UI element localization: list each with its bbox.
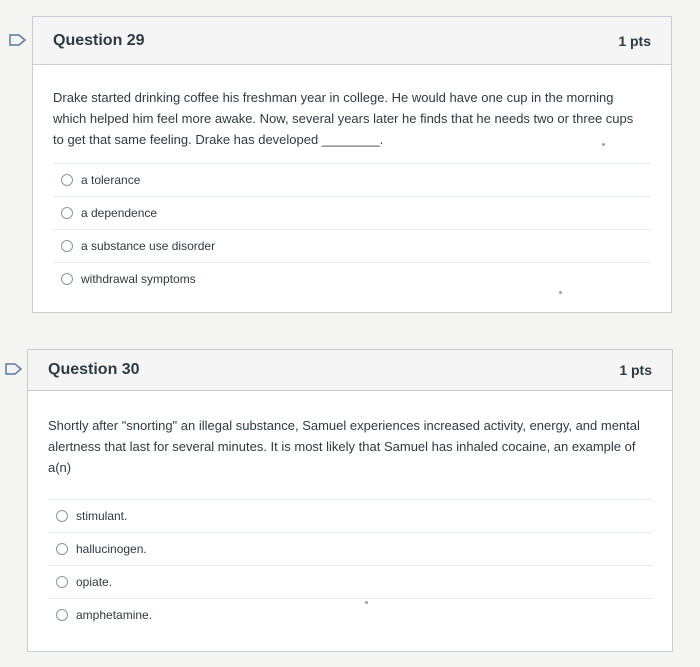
radio-icon[interactable] [61, 174, 73, 186]
answer-label: opiate. [76, 575, 113, 589]
flag-question-icon[interactable] [9, 34, 27, 46]
answer-option[interactable] [48, 499, 652, 532]
answer-label: stimulant. [76, 509, 128, 523]
question-points: 1 pts [619, 362, 652, 378]
question-title: Question 29 [53, 31, 145, 49]
flag-question-icon[interactable] [5, 363, 23, 375]
question-title: Question 30 [48, 361, 140, 378]
question-text: Drake started drinking coffee his freshman year in college. He would have one cup in the morning which helped him feel more awake. Now, several years later he finds that he needs two or three cups to get that same feeling. Drake has developed ________. [53, 90, 634, 147]
answer-label: withdrawal symptoms [81, 272, 196, 286]
decorative-dot [602, 143, 605, 146]
radio-icon[interactable] [56, 576, 68, 588]
answer-list [48, 499, 652, 631]
radio-icon[interactable] [56, 609, 68, 621]
radio-icon[interactable] [56, 510, 68, 522]
answer-label: a tolerance [81, 173, 141, 187]
decorative-dot [365, 601, 368, 604]
question-card [32, 16, 672, 313]
question-header [28, 350, 672, 391]
answer-option[interactable] [48, 532, 652, 565]
answer-option[interactable] [53, 196, 651, 229]
answer-label: a dependence [81, 206, 158, 220]
answer-label: a substance use disorder [81, 239, 216, 253]
answer-list [53, 163, 651, 295]
radio-icon[interactable] [61, 207, 73, 219]
decorative-dot [559, 291, 562, 294]
question-points: 1 pts [618, 32, 651, 49]
answer-option[interactable] [53, 229, 651, 262]
radio-icon[interactable] [61, 240, 73, 252]
question-text: Shortly after "snorting" an illegal substance, Samuel experiences increased activity, energy, and mental alertness that last for several minutes. It is most likely that Samuel has inhaled cocaine, an example of a(n) [48, 418, 640, 475]
answer-label: hallucinogen. [76, 542, 147, 556]
answer-option[interactable] [53, 163, 651, 196]
answer-option[interactable] [53, 262, 651, 295]
radio-icon[interactable] [61, 273, 73, 285]
answer-option[interactable] [48, 565, 652, 598]
question-card [27, 349, 673, 652]
radio-icon[interactable] [56, 543, 68, 555]
question-header [33, 17, 671, 65]
answer-label: amphetamine. [76, 608, 153, 622]
answer-option[interactable] [48, 598, 652, 631]
